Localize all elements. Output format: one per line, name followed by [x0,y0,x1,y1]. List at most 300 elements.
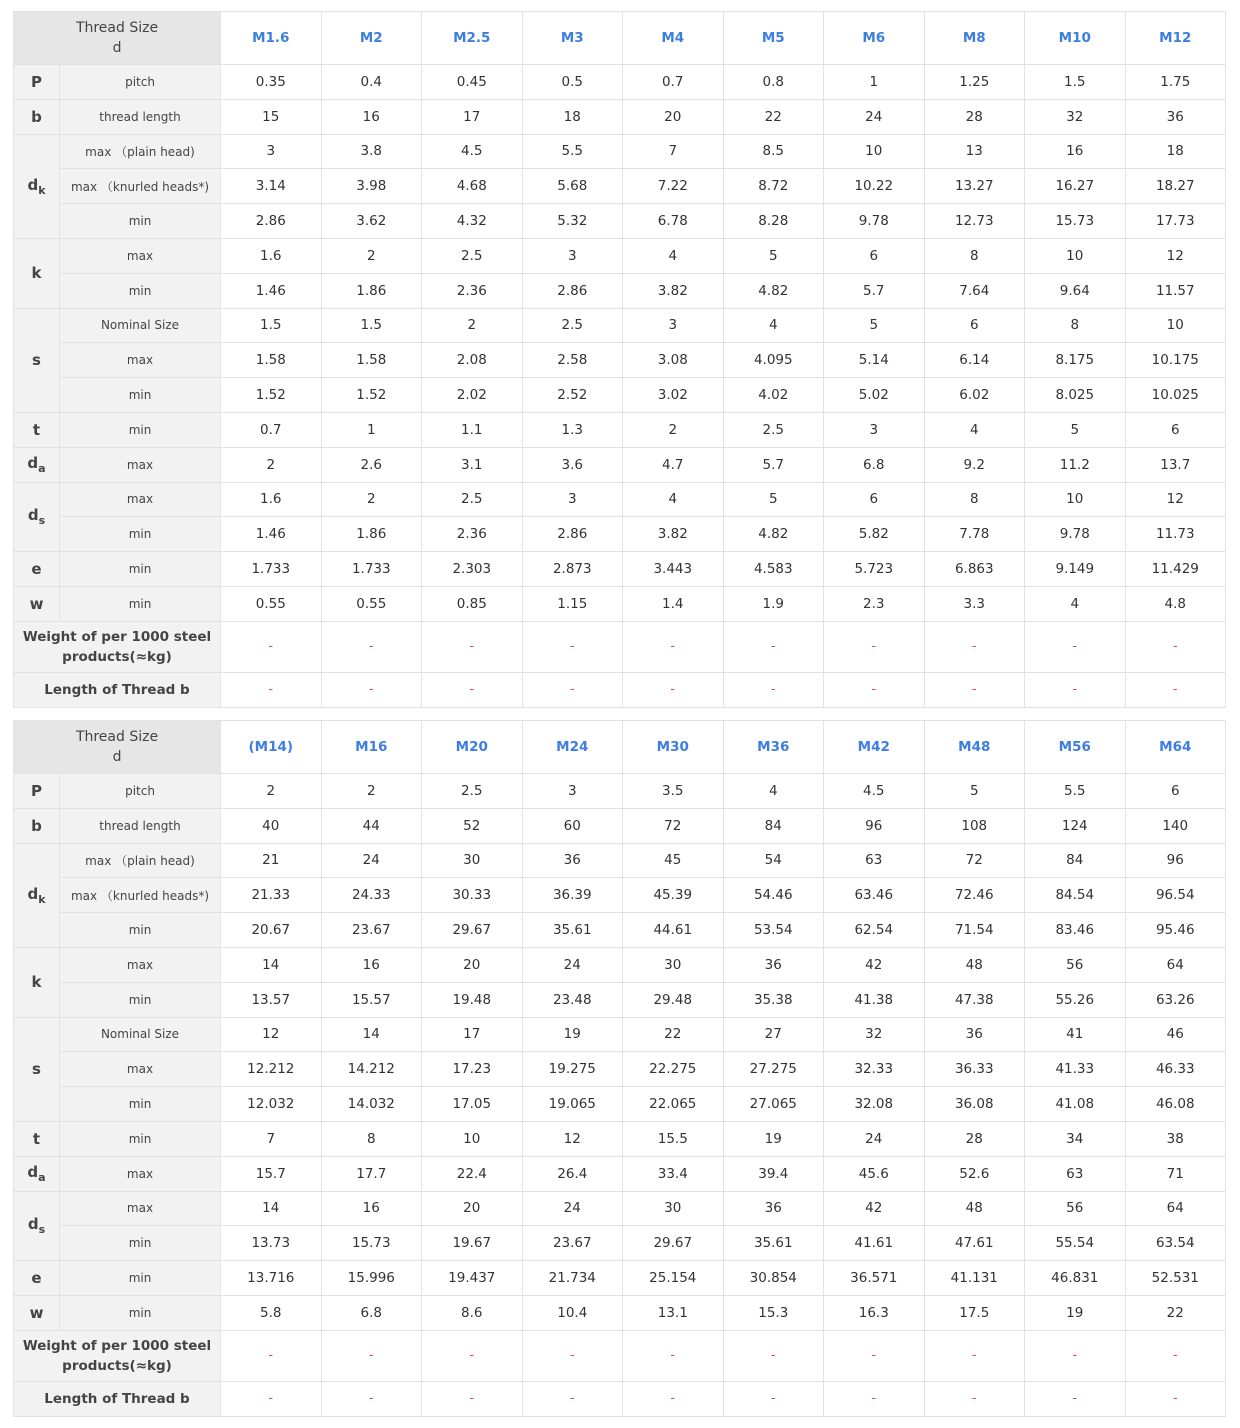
dimension-value: 32 [1025,99,1126,134]
dimension-value: 1.46 [221,273,322,308]
dimension-value: 35.61 [723,1226,824,1261]
dimension-value: 1.25 [924,65,1025,100]
dimension-symbol [14,552,60,587]
dimension-value: 36 [522,843,623,878]
dimension-value: 2.36 [422,273,523,308]
dimension-value: 7 [623,134,724,169]
table-row [14,1191,1226,1226]
dimension-value: 8 [321,1121,422,1156]
dimension-value: 13 [924,134,1025,169]
dimension-value: 0.55 [321,586,422,621]
table-row [14,65,1226,100]
dimension-value: 2.5 [522,308,623,343]
dimension-symbol-subscript: s [38,1223,46,1237]
dimension-value: 0.7 [623,65,724,100]
header-row [14,721,1226,774]
dimension-value: 64 [1125,947,1226,982]
dimension-value: 33.4 [623,1156,724,1191]
dimension-value: 72.46 [924,878,1025,913]
dimension-value: 20 [422,1191,523,1226]
dimension-symbol [14,1261,60,1296]
table-row [14,552,1226,587]
dimension-value: 56 [1025,947,1126,982]
dimension-value: 12 [221,1017,322,1052]
dimension-value: 4.82 [723,517,824,552]
length-of-thread-value: - [623,672,724,707]
dimension-value: 6.8 [321,1295,422,1330]
table-row [14,273,1226,308]
dimension-value: 3.5 [623,774,724,809]
dimension-value: 6.02 [924,378,1025,413]
dimension-value: 11.57 [1125,273,1226,308]
dimension-value: 41.38 [824,982,925,1017]
dimension-value: 3 [623,308,724,343]
dimension-value: 9.78 [824,204,925,239]
length-of-thread-value: - [723,1381,824,1416]
dimension-value: 1.5 [321,308,422,343]
dimension-value: 24.33 [321,878,422,913]
weight-value: - [623,1330,724,1381]
dimension-value: 3 [824,412,925,447]
thread-size-heading: (M14) [221,721,322,774]
dimension-value: 36.571 [824,1261,925,1296]
dimension-value: 13.1 [623,1295,724,1330]
dimension-value: 16 [1025,134,1126,169]
dimension-value: 36 [924,1017,1025,1052]
dimension-value: 1.86 [321,517,422,552]
weight-value: - [422,621,523,672]
dimension-value: 12.032 [221,1087,322,1122]
dimension-symbol-letter: b [31,107,42,126]
dimension-value: 11.2 [1025,447,1126,482]
dimension-value: 6.14 [924,343,1025,378]
dimension-value: 13.716 [221,1261,322,1296]
table-row [14,134,1226,169]
dimension-value: 3 [522,774,623,809]
dimension-value: 2.5 [422,238,523,273]
dimension-value: 0.35 [221,65,322,100]
dimension-value: 46.08 [1125,1087,1226,1122]
dimension-value: 1.52 [321,378,422,413]
dimension-symbol-subscript: k [38,892,46,906]
dimension-value: 54 [723,843,824,878]
dimension-qualifier: min [60,1261,221,1296]
dimension-value: 15.57 [321,982,422,1017]
thread-size-heading: M10 [1025,12,1126,65]
dimension-value: 17.05 [422,1087,523,1122]
dimension-value: 22 [623,1017,724,1052]
dimension-value: 22 [723,99,824,134]
dimension-value: 32 [824,1017,925,1052]
dimension-symbol [14,1191,60,1261]
dimension-value: 84.54 [1025,878,1126,913]
dimension-value: 2.3 [824,586,925,621]
dimension-symbol [14,1156,60,1191]
dimension-value: 4.095 [723,343,824,378]
spec-table-1 [13,11,1226,708]
table-row [14,343,1226,378]
weight-value: - [924,621,1025,672]
length-of-thread-label: Length of Thread b [14,1381,221,1416]
dimension-value: 39.4 [723,1156,824,1191]
dimension-value: 1.15 [522,586,623,621]
weight-label-line1: Weight of per 1000 steel [22,1337,212,1354]
dimension-value: 19.48 [422,982,523,1017]
dimension-symbol [14,308,60,412]
dimension-value: 4.02 [723,378,824,413]
table-row [14,204,1226,239]
length-of-thread-value: - [1125,1381,1226,1416]
length-of-thread-value: - [723,672,824,707]
dimension-value: 52.531 [1125,1261,1226,1296]
dimension-symbol-letter: w [29,1303,44,1322]
dimension-value: 3.82 [623,273,724,308]
dimension-value: 3.443 [623,552,724,587]
dimension-symbol-subscript: a [38,1171,46,1185]
dimension-value: 7.22 [623,169,724,204]
dimension-value: 2.873 [522,552,623,587]
dimension-symbol-letter: k [31,973,42,992]
dimension-value: 19.275 [522,1052,623,1087]
dimension-value: 13.73 [221,1226,322,1261]
dimension-qualifier: max [60,238,221,273]
dimension-value: 12 [1125,238,1226,273]
dimension-value: 1.1 [422,412,523,447]
dimension-value: 4.68 [422,169,523,204]
dimension-qualifier: max [60,482,221,517]
dimension-value: 4.82 [723,273,824,308]
dimension-value: 42 [824,1191,925,1226]
weight-value: - [221,621,322,672]
dimension-value: 47.38 [924,982,1025,1017]
dimension-value: 55.54 [1025,1226,1126,1261]
dimension-value: 3 [221,134,322,169]
dimension-value: 17.7 [321,1156,422,1191]
dimension-value: 3.02 [623,378,724,413]
dimension-symbol-letter: P [31,72,42,91]
dimension-symbol-subscript: k [38,183,46,197]
dimension-symbol-letter: e [31,1269,42,1288]
dimension-value: 28 [924,1121,1025,1156]
dimension-qualifier: max [60,1052,221,1087]
dimension-value: 40 [221,808,322,843]
dimension-value: 14 [321,1017,422,1052]
dimension-symbol-letter: s [32,351,41,370]
dimension-symbol-letter: w [29,594,44,613]
dimension-value: 0.55 [221,586,322,621]
dimension-qualifier: Nominal Size [60,308,221,343]
table-row [14,517,1226,552]
dimension-value: 4.32 [422,204,523,239]
dimension-value: 22.4 [422,1156,523,1191]
dimension-value: 3.08 [623,343,724,378]
dimension-value: 8 [924,482,1025,517]
dimension-value: 30.33 [422,878,523,913]
dimension-value: 25.154 [623,1261,724,1296]
length-of-thread-value: - [1025,1381,1126,1416]
dimension-value: 30 [623,1191,724,1226]
dimension-value: 3.3 [924,586,1025,621]
dimension-value: 1.6 [221,482,322,517]
dimension-value: 22.065 [623,1087,724,1122]
dimension-value: 52.6 [924,1156,1025,1191]
dimension-value: 13.57 [221,982,322,1017]
dimension-value: 17 [422,1017,523,1052]
dimension-value: 8.175 [1025,343,1126,378]
dimension-value: 84 [1025,843,1126,878]
dimension-value: 19.065 [522,1087,623,1122]
dimension-qualifier: min [60,1087,221,1122]
table-row [14,878,1226,913]
dimension-value: 5.14 [824,343,925,378]
dimension-symbol [14,774,60,809]
table-row [14,308,1226,343]
dimension-value: 9.78 [1025,517,1126,552]
table-row [14,482,1226,517]
dimension-value: 5.7 [824,273,925,308]
dimension-value: 4.5 [422,134,523,169]
dimension-value: 27.065 [723,1087,824,1122]
dimension-value: 29.67 [623,1226,724,1261]
weight-label-line2: products(≈kg) [62,648,172,665]
dimension-value: 3.6 [522,447,623,482]
dimension-value: 5.7 [723,447,824,482]
dimension-value: 6.8 [824,447,925,482]
thread-size-heading: M8 [924,12,1025,65]
thread-size-heading: M48 [924,721,1025,774]
dimension-value: 14 [221,947,322,982]
dimension-value: 16 [321,99,422,134]
dimension-value: 17.5 [924,1295,1025,1330]
dimension-value: 8 [1025,308,1126,343]
dimension-value: 22 [1125,1295,1226,1330]
dimension-qualifier: max [60,1156,221,1191]
table-row [14,843,1226,878]
dimension-symbol-letter: d [27,1215,39,1234]
dimension-value: 19.437 [422,1261,523,1296]
dimension-value: 15.996 [321,1261,422,1296]
dimension-value: 1.9 [723,586,824,621]
dimension-value: 12.73 [924,204,1025,239]
dimension-value: 17.23 [422,1052,523,1087]
dimension-value: 22.275 [623,1052,724,1087]
dimension-value: 46.33 [1125,1052,1226,1087]
dimension-value: 4 [1025,586,1126,621]
thread-size-heading: M16 [321,721,422,774]
dimension-value: 10 [1125,308,1226,343]
table-row [14,447,1226,482]
dimension-value: 8.5 [723,134,824,169]
dimension-value: 8 [924,238,1025,273]
table-row [14,1226,1226,1261]
table-row [14,1121,1226,1156]
length-of-thread-value: - [522,1381,623,1416]
dimension-value: 4.5 [824,774,925,809]
dimension-value: 2.02 [422,378,523,413]
table-row [14,586,1226,621]
dimension-value: 19 [1025,1295,1126,1330]
weight-value: - [723,1330,824,1381]
dimension-value: 14.212 [321,1052,422,1087]
dimension-value: 36.33 [924,1052,1025,1087]
dimension-value: 5 [1025,412,1126,447]
dimension-value: 2.08 [422,343,523,378]
dimension-value: 11.429 [1125,552,1226,587]
dimension-value: 1 [824,65,925,100]
dimension-value: 8.72 [723,169,824,204]
dimension-value: 72 [623,808,724,843]
dimension-value: 10 [422,1121,523,1156]
dimension-value: 5.02 [824,378,925,413]
thread-size-heading: M3 [522,12,623,65]
dimension-value: 35.38 [723,982,824,1017]
dimension-value: 3.8 [321,134,422,169]
dimension-qualifier: Nominal Size [60,1017,221,1052]
table-row [14,169,1226,204]
dimension-value: 63.26 [1125,982,1226,1017]
table-row [14,1052,1226,1087]
dimension-value: 6 [824,482,925,517]
dimension-value: 53.54 [723,913,824,948]
dimension-value: 48 [924,947,1025,982]
dimension-symbol-letter: t [32,1129,41,1148]
dimension-value: 30 [623,947,724,982]
table-row [14,1295,1226,1330]
dimension-value: 32.08 [824,1087,925,1122]
thread-size-label [14,721,221,774]
table-row [14,1261,1226,1296]
weight-value: - [221,1330,322,1381]
dimension-value: 15.3 [723,1295,824,1330]
dimension-value: 96 [824,808,925,843]
dimension-value: 2.58 [522,343,623,378]
dimension-value: 2.5 [723,412,824,447]
dimension-value: 5 [723,238,824,273]
dimension-value: 83.46 [1025,913,1126,948]
dimension-value: 20 [422,947,523,982]
weight-value: - [1125,621,1226,672]
dimension-value: 1.58 [321,343,422,378]
dimension-value: 21.734 [522,1261,623,1296]
weight-value: - [723,621,824,672]
dimension-value: 15 [221,99,322,134]
dimension-value: 29.67 [422,913,523,948]
dimension-value: 26.4 [522,1156,623,1191]
weight-value: - [924,1330,1025,1381]
dimension-symbol [14,808,60,843]
dimension-value: 2.86 [522,517,623,552]
table-row [14,808,1226,843]
dimension-qualifier: min [60,517,221,552]
dimension-value: 24 [522,947,623,982]
dimension-value: 64 [1125,1191,1226,1226]
dimension-qualifier: min [60,1121,221,1156]
dimension-value: 1.75 [1125,65,1226,100]
dimension-value: 4.583 [723,552,824,587]
dimension-value: 0.8 [723,65,824,100]
dimension-value: 9.64 [1025,273,1126,308]
dimension-symbol [14,65,60,100]
dimension-value: 3.62 [321,204,422,239]
weight-label [14,1330,221,1381]
dimension-symbol-letter: d [27,884,39,903]
thread-size-heading: M36 [723,721,824,774]
dimension-symbol-letter: d [27,175,39,194]
dimension-symbol [14,238,60,308]
dimension-value: 19 [522,1017,623,1052]
dimension-value: 4.8 [1125,586,1226,621]
dimension-symbol [14,843,60,947]
dimension-value: 45.6 [824,1156,925,1191]
dimension-value: 8.025 [1025,378,1126,413]
dimension-value: 3 [522,238,623,273]
dimension-value: 23.67 [321,913,422,948]
dimension-value: 46.831 [1025,1261,1126,1296]
dimension-value: 1.3 [522,412,623,447]
dimension-value: 41.33 [1025,1052,1126,1087]
dimension-value: 0.85 [422,586,523,621]
dimension-value: 2 [321,482,422,517]
dimension-qualifier: min [60,586,221,621]
dimension-value: 0.4 [321,65,422,100]
dimension-symbol-letter: e [31,560,42,579]
dimension-value: 4 [623,238,724,273]
dimension-symbol-letter: P [31,781,42,800]
dimension-qualifier: max （knurled heads*) [60,169,221,204]
thread-size-heading: M2 [321,12,422,65]
dimension-value: 21 [221,843,322,878]
length-of-thread-value: - [924,672,1025,707]
dimension-qualifier: min [60,982,221,1017]
dimension-value: 2 [422,308,523,343]
dimension-value: 2.86 [221,204,322,239]
dimension-value: 18 [522,99,623,134]
dimension-value: 95.46 [1125,913,1226,948]
dimension-value: 5.82 [824,517,925,552]
dimension-value: 124 [1025,808,1126,843]
thread-size-heading: M24 [522,721,623,774]
dimension-symbol [14,99,60,134]
dimension-value: 1.52 [221,378,322,413]
dimension-symbol [14,134,60,238]
thread-size-label-line2: d [112,40,122,56]
thread-size-heading: M12 [1125,12,1226,65]
dimension-value: 11.73 [1125,517,1226,552]
dimension-value: 21.33 [221,878,322,913]
length-of-thread-value: - [422,1381,523,1416]
dimension-value: 1.6 [221,238,322,273]
dimension-value: 45 [623,843,724,878]
dimension-value: 5.68 [522,169,623,204]
thread-size-label-line2: d [112,749,122,765]
thread-size-heading: M42 [824,721,925,774]
dimension-value: 30 [422,843,523,878]
dimension-symbol [14,1121,60,1156]
dimension-value: 60 [522,808,623,843]
dimension-qualifier: thread length [60,99,221,134]
weight-value: - [824,1330,925,1381]
dimension-qualifier: min [60,204,221,239]
dimension-qualifier: thread length [60,808,221,843]
dimension-value: 16 [321,1191,422,1226]
dimension-value: 2.6 [321,447,422,482]
length-of-thread-value: - [1025,672,1126,707]
length-of-thread-value: - [522,672,623,707]
dimension-value: 20 [623,99,724,134]
dimension-value: 4 [723,774,824,809]
dimension-value: 4 [623,482,724,517]
dimension-value: 29.48 [623,982,724,1017]
